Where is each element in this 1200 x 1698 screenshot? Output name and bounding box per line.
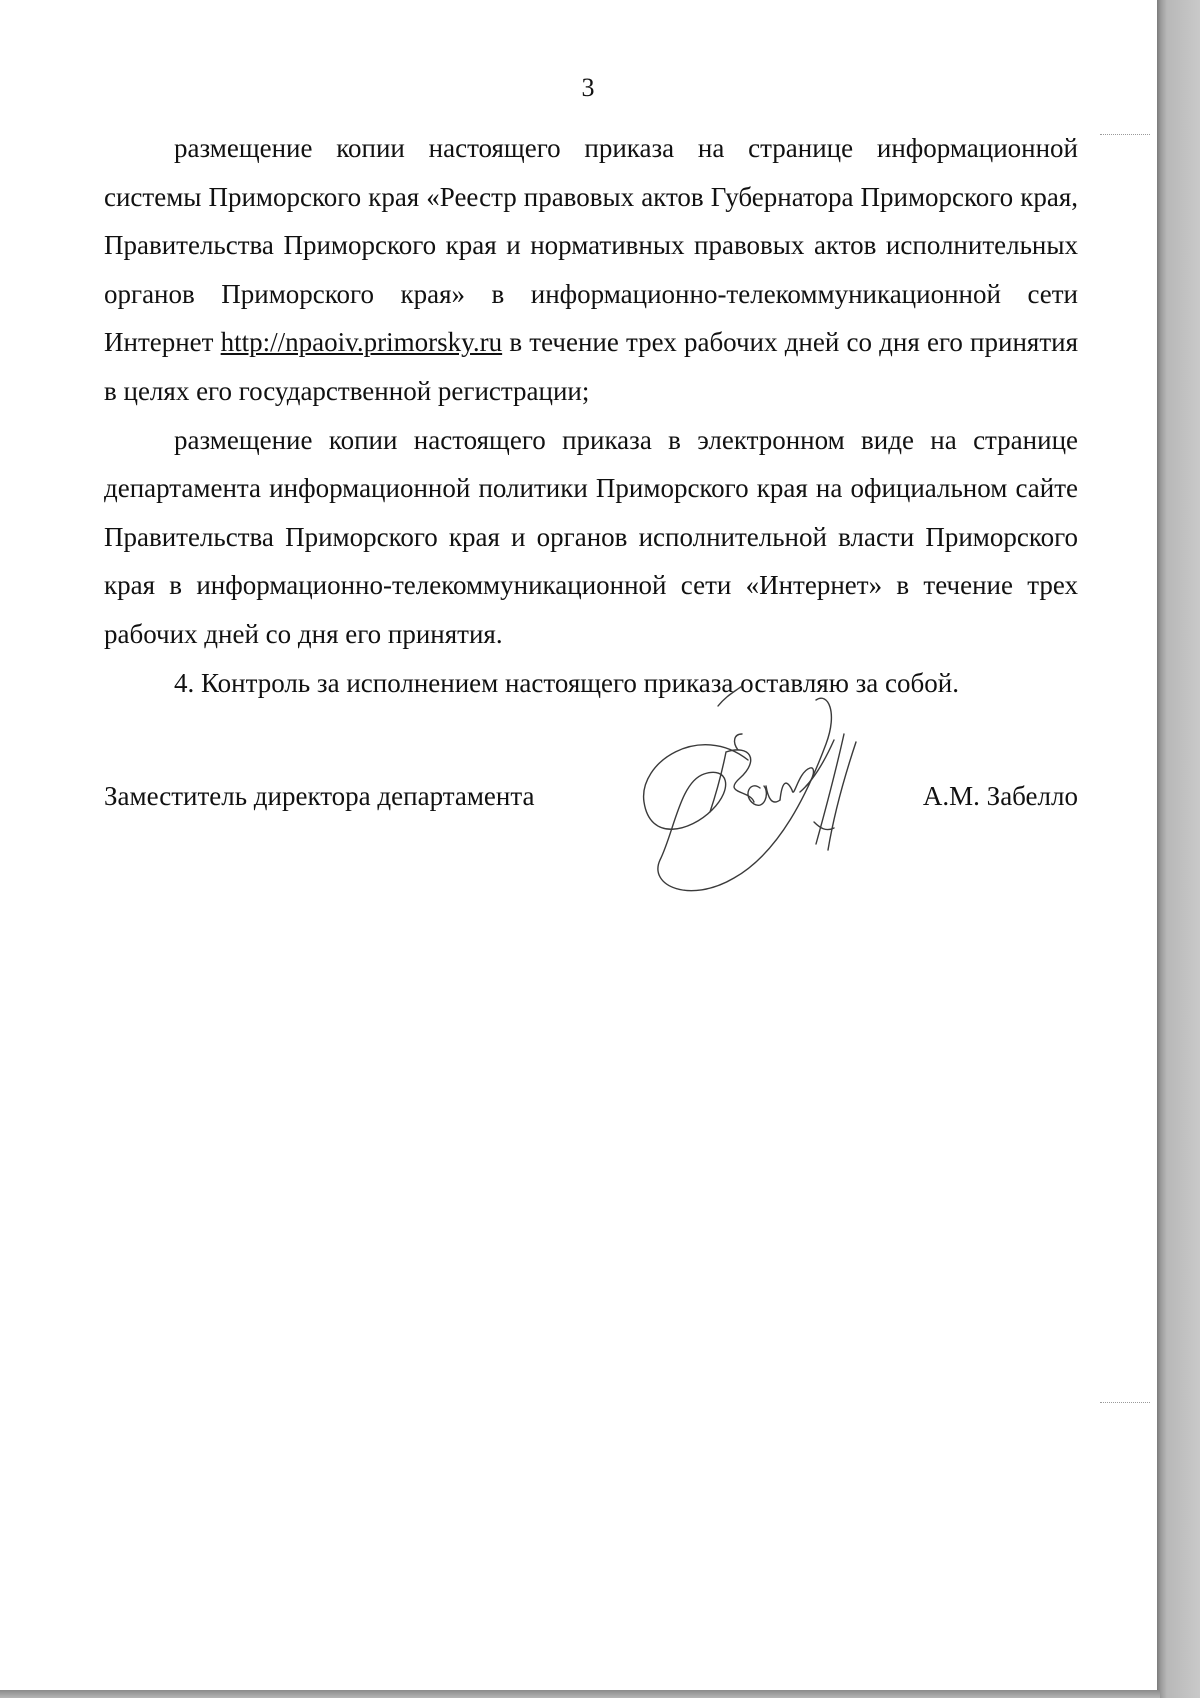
paragraph-publication-website: размещение копии настоящего приказа в электронном виде на странице департамента информационной политики Приморского края на официальном сайте Правительства Приморского края и органов исполнительной власти Приморского края в информационно-телекоммуникационной сети «Интернет» в течение трех рабочих дней со дня его принятия. [104, 424, 1078, 649]
page-number: 3 [581, 73, 595, 102]
paragraph-text: размещение копии настоящего приказа на странице информационной системы Приморского края «Реестр правовых актов Губернатора Приморского края, Правительства Приморского края и нормативных правовых актов исполнительных органов Приморского края» в информационно-телекоммуникационной сети Интернет [104, 133, 1078, 358]
signer-name: А.М. Забелло [922, 781, 1078, 811]
paragraph-control-clause: 4. Контроль за исполнением настоящего приказа оставляю за собой. [174, 667, 959, 698]
document-body [104, 124, 1078, 707]
paragraph-publication-registry [104, 124, 1078, 416]
signature-block [104, 778, 1078, 814]
scan-artifact [1100, 134, 1150, 137]
scan-artifact [1100, 1402, 1150, 1405]
registry-link[interactable]: http://npaoiv.primorsky.ru [220, 327, 503, 358]
handwritten-signature [630, 682, 880, 902]
scan-edge-right [1157, 0, 1200, 1698]
paragraph-text: в течение трех рабочих дней со дня его принятия в целях его государственной регистрации; [104, 327, 1078, 406]
scan-edge-bottom [0, 1690, 1160, 1698]
signer-title: Заместитель директора департамента [104, 781, 535, 811]
